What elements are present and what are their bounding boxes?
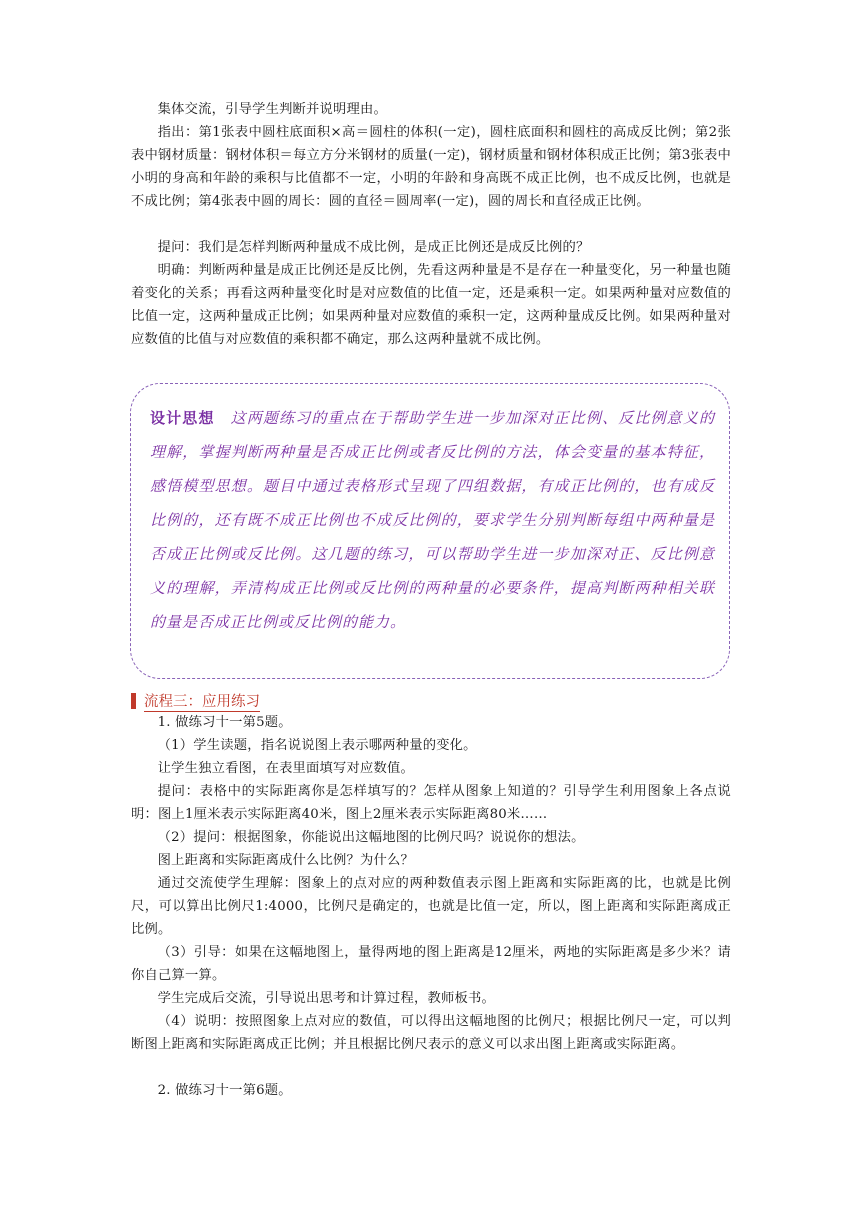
paragraph-body-1: 1. 做练习十一第5题。	[157, 715, 292, 730]
paragraph-body-2: （1）学生读题，指名说说图上表示哪两种量的变化。	[157, 738, 477, 753]
paragraph-body-9: 学生完成后交流，引导说出思考和计算过程，教师板书。	[157, 991, 496, 1006]
section-heading	[131, 691, 260, 711]
paragraph-body-8: （3）引导：如果在这幅地图上，量得两地的图上距离是12厘米，两地的实际距离是多少米？请你自己算一算。	[131, 945, 731, 983]
design-thought-title: 设计思想	[150, 409, 215, 427]
paragraph-body-10: （4）说明：按照图象上点对应的数值，可以得出这幅地图的比例尺；根据比例尺一定，可以判断图上距离和实际距离成正比例；并且根据比例尺表示的意义可以求出图上距离或实际距离。	[131, 1014, 731, 1052]
paragraph-body-3: 让学生独立看图，在表里面填写对应数值。	[157, 761, 415, 776]
paragraph-body-6: 图上距离和实际距离成什么比例？为什么？	[157, 853, 415, 868]
section-title: 流程三：应用练习	[144, 690, 260, 712]
paragraph-intro-2: 指出：第1张表中圆柱底面积×高＝圆柱的体积(一定)，圆柱底面积和圆柱的高成反比例；第2张表中钢材质量：钢材体积＝每立方分米钢材的质量(一定)，钢材质量和钢材体积成正比例；第3张表中小明的身高和年龄的乘积与比值都不一定，小明的年龄和身高既不成正比例，也不成反比例，也就是不成比例；第4张表中圆的周长：圆的直径＝圆周率(一定)，圆的周长和直径成正比例。	[131, 125, 731, 209]
paragraph-intro-1: 集体交流，引导学生判断并说明理由。	[157, 102, 388, 117]
paragraph-body-5: （2）提问：根据图象，你能说出这幅地图的比例尺吗？说说你的想法。	[157, 830, 585, 845]
paragraph-intro-4: 明确：判断两种量是成正比例还是反比例，先看这两种量是不是存在一种量变化，另一种量也随着变化的关系；再看这两种量变化时是对应数值的比值一定，还是乘积一定。如果两种量对应数值的比值一定，这两种量成正比例；如果两种量对应数值的乘积一定，这两种量成反比例。如果两种量对应数值的比值与对应数值的乘积都不确定，那么这两种量就不成比例。	[131, 263, 731, 347]
paragraph-intro-3: 提问：我们是怎样判断两种量成不成比例，是成正比例还是成反比例的？	[157, 240, 590, 255]
design-thought-text: 这两题练习的重点在于帮助学生进一步加深对正比例、反比例意义的理解，掌握判断两种量是否成正比例或者反比例的方法，体会变量的基本特征，感悟模型思想。题目中通过表格形式呈现了四组数据，有成正比例的，也有成反比例的，还有既不成正比例也不成反比例的，要求学生分别判断每组中两种量是否成正比例或反比例。这几题的练习，可以帮助学生进一步加深对正、反比例意义的理解，弄清构成正比例或反比例的两种量的必要条件，提高判断两种相关联的量是否成正比例或反比例的能力。	[150, 409, 715, 631]
section-marker	[131, 693, 136, 709]
design-thought-content	[150, 401, 715, 639]
paragraph-body-11: 2. 做练习十一第6题。	[157, 1083, 292, 1098]
paragraph-body-4: 提问：表格中的实际距离你是怎样填写的？怎样从图象上知道的？引导学生利用图象上各点说明：图上1厘米表示实际距离40米，图上2厘米表示实际距离80米……	[131, 784, 731, 822]
paragraph-body-7: 通过交流使学生理解：图象上的点对应的两种数值表示图上距离和实际距离的比，也就是比例尺，可以算出比例尺1:4000，比例尺是确定的，也就是比值一定，所以，图上距离和实际距离成正比例。	[131, 876, 731, 937]
